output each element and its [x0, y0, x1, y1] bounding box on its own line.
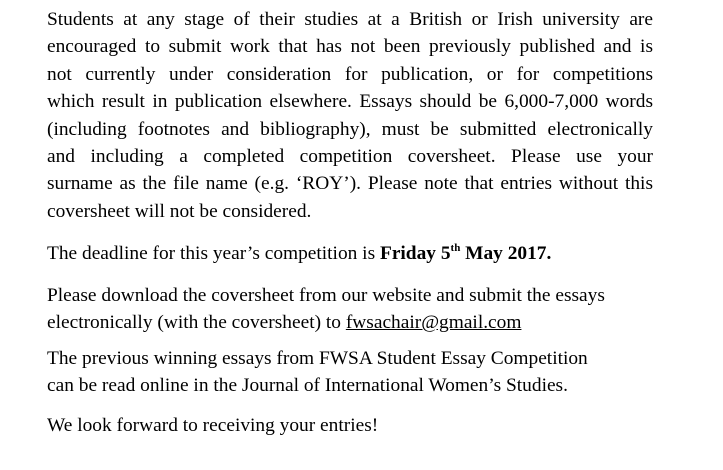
intro-line-4: which result in publication elsewhere. Essays should be 6,000-7,000 words — [47, 91, 653, 113]
intro-line-7: surname as the file name (e.g. ‘ROY’). Please note that entries without this — [47, 173, 653, 195]
download-line-2 — [47, 309, 653, 336]
email-link[interactable]: fwsachair@gmail.com — [345, 312, 522, 334]
closing-text: We look forward to receiving your entries! — [47, 415, 379, 436]
intro-line-6: and including a completed competition coversheet. Please use your — [47, 146, 653, 168]
intro-line-8: coversheet will not be considered. — [47, 200, 312, 222]
deadline-rest: May 2017. — [460, 243, 552, 264]
download-paragraph — [47, 282, 653, 337]
closing-paragraph — [47, 412, 653, 439]
previous-line-2: can be read online in the Journal of International Women’s Studies. — [47, 375, 568, 397]
deadline-prefix: The deadline for this year’s competition is — [47, 243, 380, 264]
deadline-ordinal: th — [450, 242, 461, 254]
previous-essays-paragraph — [47, 345, 653, 400]
deadline-day: Friday 5 — [379, 243, 451, 264]
intro-line-5: (including footnotes and bibliography), must be submitted electronically — [47, 118, 653, 140]
deadline-paragraph — [47, 240, 653, 270]
download-line-2-text: electronically (with the coversheet) to — [47, 312, 346, 334]
intro-line-3: not currently under consideration for publication, or for competitions — [47, 63, 653, 85]
previous-line-1: The previous winning essays from FWSA Student Essay Competition — [47, 348, 588, 369]
intro-line-2: encouraged to submit work that has not been previously published and is — [47, 36, 653, 58]
intro-paragraph — [47, 6, 653, 225]
download-line-1: Please download the coversheet from our website and submit the essays — [47, 285, 605, 306]
intro-line-1: Students at any stage of their studies at a British or Irish university are — [47, 9, 653, 30]
deadline-date — [380, 243, 551, 264]
